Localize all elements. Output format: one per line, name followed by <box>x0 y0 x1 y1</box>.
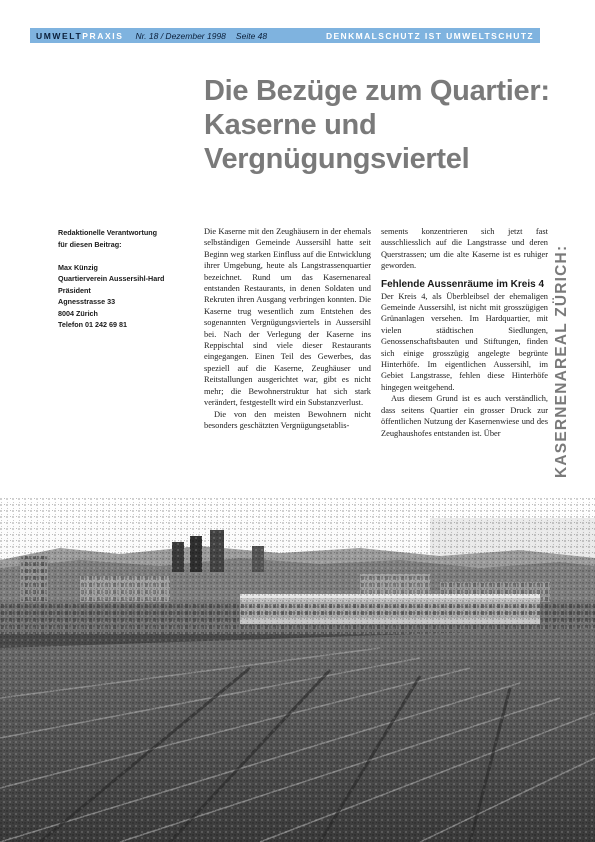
page-number: Seite 48 <box>235 30 268 41</box>
cityscape-photo <box>0 498 595 842</box>
credit-street: Agnesstrasse 33 <box>58 297 116 306</box>
title-line-3: Vergnügungsviertel <box>204 143 470 175</box>
body-paragraph: Die Kaserne mit den Zeughäusern in der ehemals selbständigen Gemeinde Aussersihl hatte seit Beginn weg starken Einfluss auf die Entwicklung ihrer Umgebung, heute als Langstrassenquartier bezeichnet. Rund um das Kasernenareal entstanden Restaurants, in denen Soldaten und Rekruten ihren Ausgang verbringen konnten. Die Kaserne trug wesentlich zum Entstehen des sogenannten Vergnügungsviertels in Aussersihl bei. Nach der Verlegung der Kaserne ins Reppischtal sind viele dieser Restaurants eingegangen. Einen Teil des Gewerbes, das speziell auf die Kaserne, Zeughäuser und Reitstallungen ausgerichtet war, gibt es nicht mehr; die Bewohnerstruktur hat sich stark verändert, festgestellt wird ein Substanzverlust. <box>204 227 371 408</box>
title-line-1: Die Bezüge zum Quartier: <box>204 75 550 107</box>
article-title <box>204 74 550 176</box>
section-title: DENKMALSCHUTZ IST UMWELTSCHUTZ <box>325 30 534 41</box>
credit-org: Quartierverein Aussersihl-Hard <box>58 274 165 283</box>
vertical-title: KASERNENAREAL ZÜRICH: <box>553 244 570 478</box>
issue-number: Nr. 18 / Dezember 1998 <box>135 30 226 41</box>
credit-role: Präsident <box>58 285 91 295</box>
body-paragraph: Der Kreis 4, als Überbleibsel der ehemaligen Gemeinde Aussersihl, ist nicht mit grosszügigen Grünanlagen versehen. Im Hardquartier, mit vielen städtischen Siedlungen, Genossenschaftsbauten und Stiftungen, finden sich einige grosszügig angelegte begrünte Hinterhöfe. Im eigentlichen Aussersihl, im Gebiet Langstrasse, fehlen diese Hinterhöfe hingegen weitgehend. <box>381 291 548 392</box>
body-paragraph: sements konzentrieren sich jetzt fast ausschliesslich auf die Langstrasse und deren Querstrassen; um die alte Kaserne ist es ruhiger geworden. <box>381 227 548 271</box>
body-column-2 <box>381 226 548 439</box>
header-bar <box>30 28 540 43</box>
credit-name: Max Künzig <box>58 262 98 272</box>
body-paragraph: Aus diesem Grund ist es auch verständlich, dass seitens Quartier ein grosser Druck zur öffentlichen Nutzung der Kasernenwiese und des Zeughaushofes entstanden ist. Über <box>381 394 548 438</box>
credit-label-2: für diesen Beitrag: <box>58 239 122 249</box>
credit-city: 8004 Zürich <box>58 308 98 318</box>
brand-praxis: PRAXIS <box>82 30 124 41</box>
credit-phone: Telefon 01 242 69 81 <box>58 320 127 329</box>
body-column-1 <box>204 226 371 431</box>
brand-umwelt: UMWELT <box>36 30 83 41</box>
credit-label-1: Redaktionelle Verantwortung <box>58 228 158 237</box>
body-paragraph: Die von den meisten Bewohnern nicht besonders geschätzten Vergnügungsetablis- <box>204 409 371 430</box>
editorial-credit <box>58 227 190 331</box>
subheading: Fehlende Aussenräume im Kreis 4 <box>381 278 545 290</box>
title-line-2: Kaserne und <box>204 109 377 141</box>
